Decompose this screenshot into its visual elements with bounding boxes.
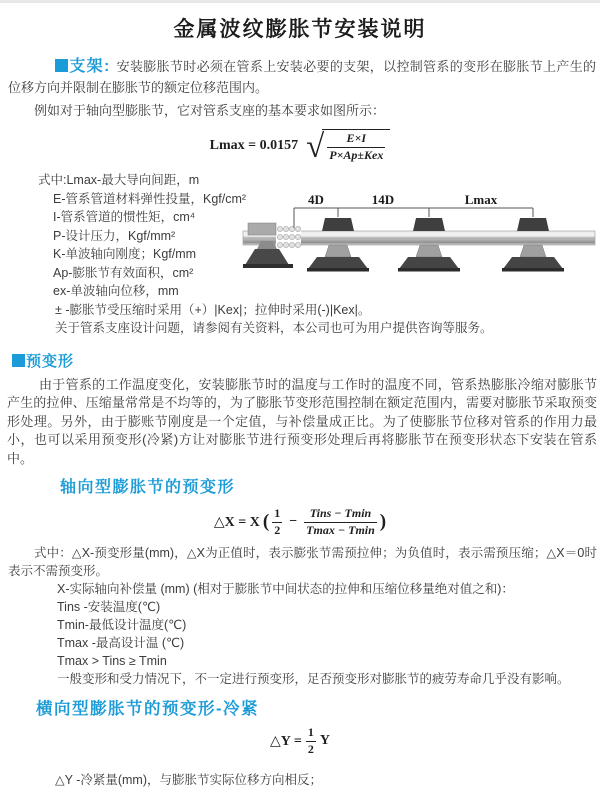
support-example-line: 例如对于轴向型膨胀节，它对管系支座的基本要求如图所示： xyxy=(34,103,386,118)
fraction-numerator: Tins − Tmin xyxy=(309,505,372,520)
definition-item: K-单波轴向刚度；Kgf/mm xyxy=(53,247,197,261)
dim-label-14d: 14D xyxy=(371,192,395,207)
definition-item: ± -膨胀节受压缩时采用（+）|Kex|；拉伸时采用(-)|Kex|。 xyxy=(55,302,371,317)
page-top-edge xyxy=(0,0,600,3)
lmax-formula-lhs: Lmax = 0.0157 xyxy=(209,138,299,153)
delta-x-formula xyxy=(0,506,600,538)
axial-notes-list xyxy=(8,544,597,688)
definition-item: E-管系管道材料弹性投量，Kgf/cm² xyxy=(53,191,247,206)
delta-y-formula xyxy=(0,724,600,756)
note-item: 一般变形和受力情况下，不一定进行预变形，足否预变形对膨胀节的疲劳寿命几乎没有影响。 xyxy=(57,672,570,686)
preform-paragraph: 由于管系的工作温度变化，安装膨胀节时的温度与工作时的温度不同，管系热膨胀冷缩对膨胀节产生的拉伸、压缩量常常是不均等的，为了膨胀节变形范围控制在额定范围内，需要对膨胀节采取预变形处理。另外，由于膨账节刚度是一个定值，与补偿量成正比。为了使膨胀节位移对管系的作用力最小，也可以采用预变形(冷紧)方让对膨胀节进行预变形处理后再将膨胀节在预变形状态下安装在管系中。 xyxy=(7,376,597,466)
radical-sign: √ xyxy=(306,128,325,165)
preform-section-header xyxy=(12,350,600,371)
fraction-numerator: 1 xyxy=(274,505,281,520)
section-marker-square xyxy=(12,354,25,367)
minus-operator: − xyxy=(289,514,298,529)
radicand xyxy=(322,129,390,163)
page-title: 金属波纹膨胀节安装说明 xyxy=(173,18,427,41)
fraction-numerator: 1 xyxy=(307,724,314,739)
temperature-fraction xyxy=(304,506,377,538)
fraction-denominator: 2 xyxy=(274,522,281,537)
fraction-denominator: Tmax − Tmin xyxy=(306,522,375,537)
support-intro-text: 安装膨胀节时必须在管系上安装必要的支架，以控制管系的变形在膨胀节上产生的位移方向并限制在膨胀节的额定位移范围内。 xyxy=(8,59,596,95)
delta-x-lhs: △X = X xyxy=(213,514,260,530)
note-item: X-实际轴向补偿量 (mm) (相对于膨胀节中间状态的拉伸和压缩位移量绝对值之和)： xyxy=(57,582,514,596)
half-fraction xyxy=(306,725,316,757)
lmax-formula xyxy=(0,128,600,164)
axial-preform-heading: 轴向型膨胀节的预变形 xyxy=(60,479,236,496)
section-marker-square xyxy=(55,59,68,72)
close-paren: ) xyxy=(379,511,387,532)
lmax-fraction-numerator: E×I xyxy=(346,130,367,145)
dim-label-lmax: Lmax xyxy=(464,192,498,207)
definition-item: ex-单波轴向位移，mm xyxy=(53,284,179,298)
support-section-heading: 支架: xyxy=(69,58,111,75)
definition-item: I-管系管道的惯性矩，cm⁴ xyxy=(53,210,196,224)
radical-expression xyxy=(306,129,390,163)
definition-item: 关于管系支座设计问题，请参阅有关资料，本公司也可为用户提供咨询等服务。 xyxy=(55,321,493,335)
pipe-support-diagram xyxy=(243,191,600,291)
lmax-fraction-denominator: P×Ap±Kex xyxy=(329,147,384,162)
open-paren: ( xyxy=(262,511,270,532)
dim-label-4d: 4D xyxy=(308,192,324,207)
delta-y-rhs: Y xyxy=(319,733,330,748)
delta-y-lhs: △Y = xyxy=(270,733,302,749)
note-item: Tins -安装温度(℃) xyxy=(57,600,161,614)
half-fraction xyxy=(272,506,282,538)
definition-item: Ap-膨胀节有效面积，cm² xyxy=(53,265,194,280)
definition-item: P-设计压力，Kgf/mm² xyxy=(53,228,176,243)
lmax-fraction xyxy=(327,131,385,163)
note-item: 式中：△X-预变形量(mm)，△X为正值时，表示膨张节需预拉伸；为负值时，表示需预压缩；△X＝0时表示不需预变形。 xyxy=(8,546,597,578)
support-intro-paragraph xyxy=(8,56,596,98)
lateral-preform-heading: 横向型膨胀节的预变形-冷紧 xyxy=(36,700,259,718)
preform-section-heading: 预变形 xyxy=(26,352,75,370)
definition-item: 式中:Lmax-最大导向间距，m xyxy=(38,173,200,187)
fraction-denominator: 2 xyxy=(307,741,314,756)
note-item: Tmax -最高设计温 (℃) xyxy=(57,636,185,650)
note-item: Tmax > Tins ≥ Tmin xyxy=(57,654,167,668)
lateral-note: △Y -冷紧量(mm)，与膨胀节实际位移方向相反； xyxy=(55,773,323,787)
note-item: Tmin-最低设计温度(℃) xyxy=(57,618,187,632)
